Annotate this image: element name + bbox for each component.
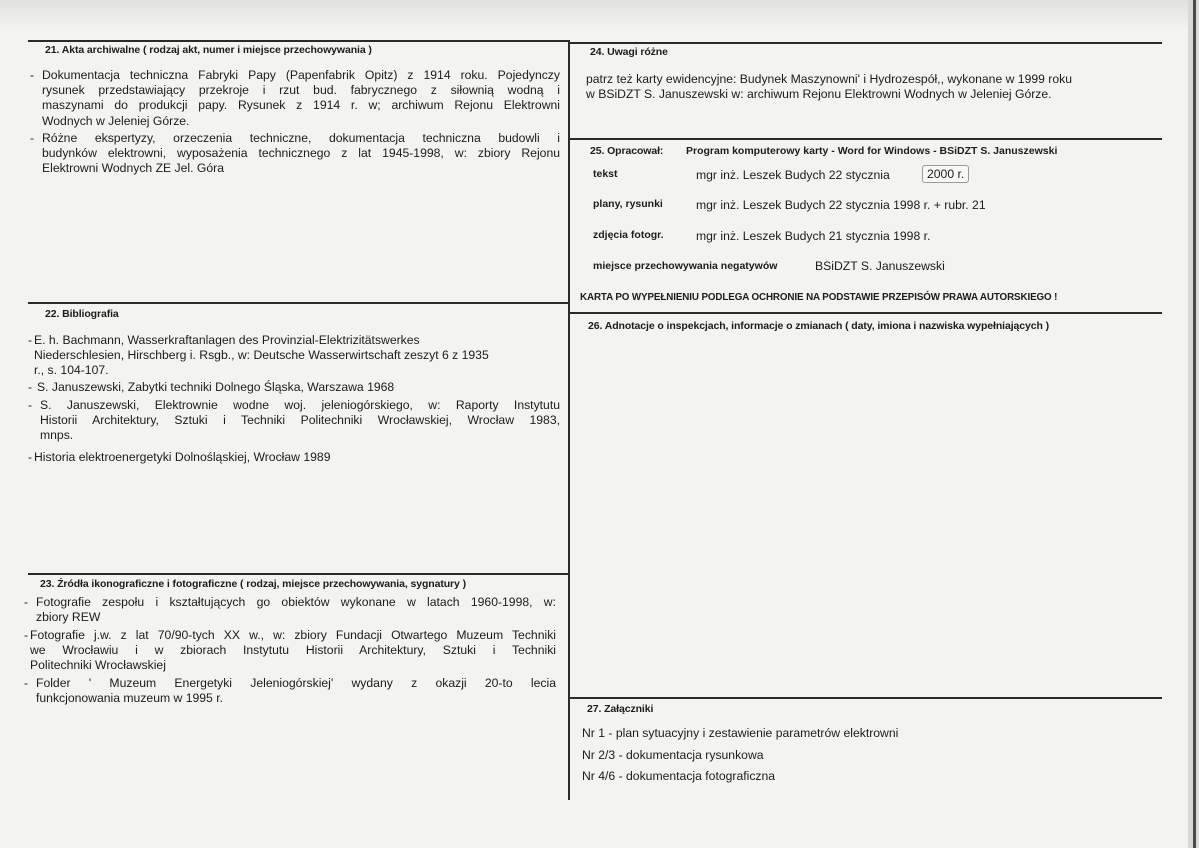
section-22-item-1: - E. h. Bachmann, Wasserkraftanlagen des Provinzial-Elektrizitätswerkes Niederschlesien, Hirschberg i. Rsgb., w: Deutsche Wasserwirtschaft zeszyt 6 z 1935 r., s. 104-107. <box>28 333 489 378</box>
section-22-item-4: - Historia elektroenergetyki Dolnośląskiej, Wrocław 1989 <box>28 450 331 464</box>
attachments-list <box>582 723 1152 788</box>
attachment-item: Nr 4/6 - dokumentacja fotograficzna <box>582 769 776 783</box>
section-22-item-3: - S. Januszewski, Elektrownie wodne woj. jeleniogórskiego, w: Raporty Instytutu Historii Architektury, Sztuki i Techniki Politechniki Wrocławskiej, Wrocław 1983, mnps. <box>28 398 560 443</box>
scan-noise-top <box>0 0 1199 30</box>
attachment-item: Nr 2/3 - dokumentacja rysunkowa <box>582 747 764 762</box>
section-21-item-2: - Różne ekspertyzy, orzeczenia techniczne, dokumentacja techniczna budowli i budynków elektrowni, wyposażenia technicznego z lat 1945-1998, w: zbiory Rejonu Elektrowni Wodnych ZE Jel. Góra <box>30 131 560 176</box>
section-22-item-2: - S. Januszewski, Zabytki techniki Dolnego Śląska, Warszawa 1968 <box>28 380 395 394</box>
section-23-title: 23. Źródła ikonograficzne i fotograficzne ( rodzaj, miejsce przechowywania, sygnatury ) <box>40 578 466 590</box>
rule-top-left <box>28 40 568 42</box>
section-23-item-2: - Fotografie j.w. z lat 70/90-tych XX w., w: zbiory Fundacji Otwartego Muzeum Techniki we Wrocławiu i w zbiorach Instytutu Historii Architektury, Sztuki i Techniki Politechniki Wrocławskiej <box>24 628 556 673</box>
section-21-title: 21. Akta archiwalne ( rodzaj akt, numer i miejsce przechowywania ) <box>45 44 372 56</box>
rule-s23-top <box>28 573 568 575</box>
section-25-title: 25. Opracował: <box>590 145 664 157</box>
section-25-program: Program komputerowy karty - Word for Windows - BSiDZT S. Januszewski <box>686 145 1058 157</box>
row-text-date-box: 2000 r. <box>922 165 969 183</box>
row-plans-value: mgr inż. Leszek Budych 22 stycznia 1998 r. + rubr. 21 <box>696 198 986 212</box>
scan-edge-shadow <box>1193 0 1196 848</box>
rule-s25-top <box>570 138 1162 140</box>
attachment-item: Nr 1 - plan sytuacyjny i zestawienie parametrów elektrowni <box>582 726 899 740</box>
row-photos-value: mgr inż. Leszek Budych 21 stycznia 1998 r. <box>696 229 931 243</box>
section-27-title: 27. Załączniki <box>587 703 654 715</box>
section-21-item-1: - Dokumentacja techniczna Fabryki Papy (Papenfabrik Opitz) z 1914 roku. Pojedynczy rysunek przedstawiający przekroje i rzut bud. fabrycznego z siłownią wodną i maszynami do produkcji papy. Rysunek z 1914 r. w; archiwum Rejonu Elektrowni Wodnych w Jeleniej Górze. <box>30 68 560 128</box>
section-24-text: patrz też karty ewidencyjne: Budynek Maszynowni' i Hydrozespół,, wykonane w 1999 roku w BSiDZT S. Januszewski w: archiwum Rejonu Elektrowni Wodnych w Jeleniej Górze. <box>586 72 1073 102</box>
rule-s26-top <box>570 312 1162 314</box>
negatives-label: miejsce przechowywania negatywów <box>593 260 778 272</box>
row-text-value: mgr inż. Leszek Budych 22 stycznia <box>696 168 890 182</box>
rule-top-right <box>570 42 1162 44</box>
row-text-label: tekst <box>593 168 618 180</box>
section-22-title: 22. Bibliografia <box>45 308 119 320</box>
rule-s22-top <box>28 302 568 304</box>
rule-s27-top <box>570 697 1162 699</box>
section-26-title: 26. Adnotacje o inspekcjach, informacje o zmianach ( daty, imiona i nazwiska wypełniających ) <box>588 320 1050 332</box>
section-23-item-1: - Fotografie zespołu i kształtujących go obiektów wykonane w latach 1960-1998, w: zbiory REW <box>24 595 556 625</box>
section-24-title: 24. Uwagi różne <box>590 46 668 58</box>
center-divider <box>568 40 570 800</box>
row-plans-label: plany, rysunki <box>593 198 663 210</box>
row-photos-label: zdjęcia fotogr. <box>593 229 664 241</box>
copyright-warning: KARTA PO WYPEŁNIENIU PODLEGA OCHRONIE NA PODSTAWIE PRZEPISÓW PRAWA AUTORSKIEGO ! <box>580 292 1058 303</box>
section-23-item-3: - Folder ' Muzeum Energetyki Jeleniogórskiej' wydany z okazji 20-to lecia funkcjonowania muzeum w 1995 r. <box>24 676 556 706</box>
negatives-value: BSiDZT S. Januszewski <box>815 259 945 273</box>
